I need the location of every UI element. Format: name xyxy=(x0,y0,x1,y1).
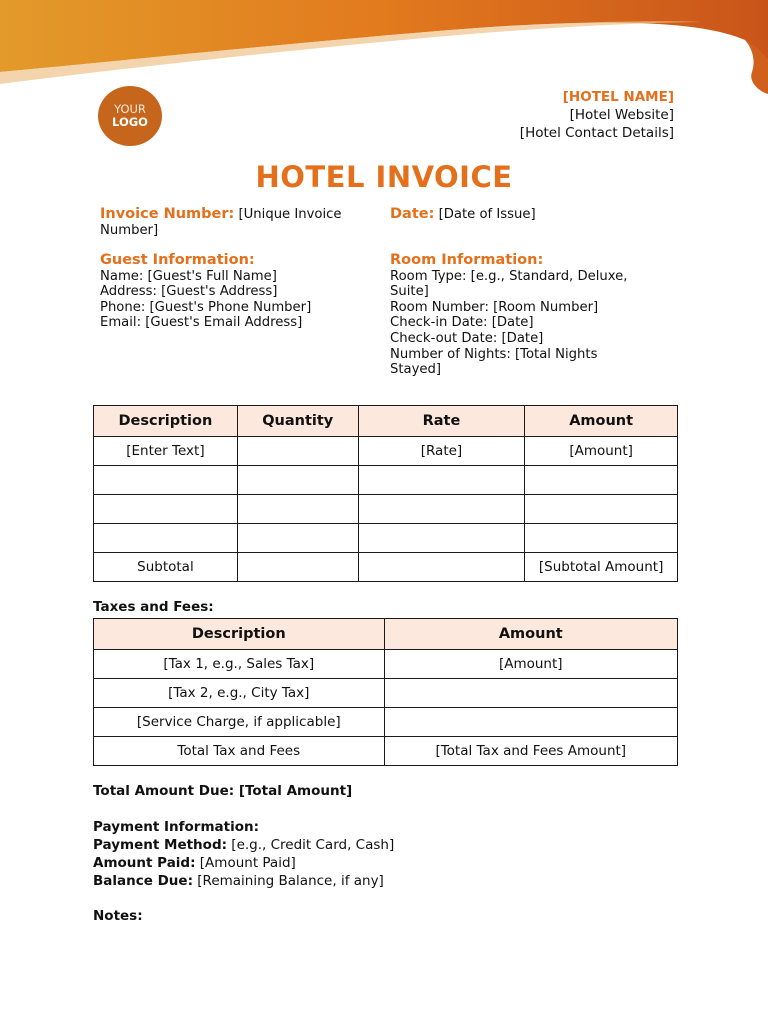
payment-method-label: Payment Method: xyxy=(93,837,228,853)
table-row xyxy=(94,466,678,495)
table-cell xyxy=(237,553,358,582)
items-col-quantity: Quantity xyxy=(237,406,358,437)
table-cell xyxy=(525,524,678,553)
balance-due-label: Balance Due: xyxy=(93,873,193,889)
page-title: HOTEL INVOICE xyxy=(255,160,513,194)
invoice-number xyxy=(100,207,380,238)
hotel-name: [HOTEL NAME] xyxy=(562,89,674,105)
items-col-description: Description xyxy=(94,406,238,437)
room-line: Room Type: [e.g., Standard, Deluxe, xyxy=(390,268,628,284)
notes-label: Notes: xyxy=(93,908,143,924)
invoice-number-value: [Unique Invoice xyxy=(234,207,342,222)
payment-information xyxy=(93,818,394,890)
hotel-logo xyxy=(98,86,162,146)
table-cell: [Tax 2, e.g., City Tax] xyxy=(94,679,385,708)
table-cell: [Rate] xyxy=(358,437,525,466)
table-cell xyxy=(358,495,525,524)
balance-due-value: [Remaining Balance, if any] xyxy=(192,873,384,889)
table-row xyxy=(94,437,678,466)
table-cell xyxy=(237,437,358,466)
room-line: Suite] xyxy=(390,284,429,300)
payment-heading: Payment Information: xyxy=(93,819,259,835)
table-cell: [Service Charge, if applicable] xyxy=(94,708,385,737)
room-information xyxy=(390,253,680,378)
table-cell xyxy=(525,495,678,524)
taxes-heading: Taxes and Fees: xyxy=(93,599,214,615)
table-cell xyxy=(358,524,525,553)
taxes-col-description: Description xyxy=(94,619,385,650)
table-cell xyxy=(94,495,238,524)
table-cell xyxy=(94,524,238,553)
table-cell: [Enter Text] xyxy=(94,437,238,466)
table-cell: Total Tax and Fees xyxy=(94,737,385,766)
table-row xyxy=(94,495,678,524)
table-cell xyxy=(525,466,678,495)
room-line: Room Number: [Room Number] xyxy=(390,299,599,315)
table-cell: [Tax 1, e.g., Sales Tax] xyxy=(94,650,385,679)
room-line: Stayed] xyxy=(390,362,442,378)
date-label: Date: xyxy=(390,206,435,222)
table-row xyxy=(94,708,678,737)
payment-method-value: [e.g., Credit Card, Cash] xyxy=(227,837,395,853)
table-cell: [Subtotal Amount] xyxy=(525,553,678,582)
table-row xyxy=(94,679,678,708)
hotel-website: [Hotel Website] xyxy=(569,107,674,123)
table-cell: [Amount] xyxy=(384,650,677,679)
table-cell xyxy=(384,679,677,708)
table-cell xyxy=(237,524,358,553)
table-cell xyxy=(358,553,525,582)
items-col-rate: Rate xyxy=(358,406,525,437)
guest-line: Phone: [Guest's Phone Number] xyxy=(100,299,312,315)
guest-information xyxy=(100,253,385,331)
room-line: Number of Nights: [Total Nights xyxy=(390,346,598,362)
table-cell: [Total Tax and Fees Amount] xyxy=(384,737,677,766)
table-cell xyxy=(237,495,358,524)
invoice-number-value-cont: Number] xyxy=(100,222,159,238)
table-cell: [Amount] xyxy=(525,437,678,466)
guest-line: Name: [Guest's Full Name] xyxy=(100,268,277,284)
room-line: Check-out Date: [Date] xyxy=(390,330,544,346)
amount-paid-value: [Amount Paid] xyxy=(195,855,296,871)
invoice-date xyxy=(390,207,680,223)
total-tax-row xyxy=(94,737,678,766)
table-row xyxy=(94,524,678,553)
table-cell xyxy=(358,466,525,495)
taxes-header-row xyxy=(94,619,678,650)
invoice-number-label: Invoice Number: xyxy=(100,206,235,222)
items-col-amount: Amount xyxy=(525,406,678,437)
room-heading: Room Information: xyxy=(390,252,544,268)
subtotal-row xyxy=(94,553,678,582)
taxes-col-amount: Amount xyxy=(384,619,677,650)
date-value: [Date of Issue] xyxy=(434,207,536,222)
guest-line: Email: [Guest's Email Address] xyxy=(100,315,303,331)
logo-text-your: YOUR xyxy=(114,102,146,116)
amount-paid-label: Amount Paid: xyxy=(93,855,196,871)
table-cell xyxy=(237,466,358,495)
taxes-table xyxy=(93,618,678,766)
table-cell xyxy=(384,708,677,737)
table-row xyxy=(94,650,678,679)
logo-text-logo: LOGO xyxy=(112,115,148,129)
table-cell xyxy=(94,466,238,495)
hotel-details xyxy=(520,88,674,142)
hotel-contact: [Hotel Contact Details] xyxy=(519,125,674,141)
table-cell: Subtotal xyxy=(94,553,238,582)
items-table xyxy=(93,405,678,582)
items-header-row xyxy=(94,406,678,437)
room-line: Check-in Date: [Date] xyxy=(390,315,534,331)
guest-heading: Guest Information: xyxy=(100,252,255,268)
guest-line: Address: [Guest's Address] xyxy=(100,284,278,300)
total-amount-due: Total Amount Due: [Total Amount] xyxy=(93,783,353,799)
